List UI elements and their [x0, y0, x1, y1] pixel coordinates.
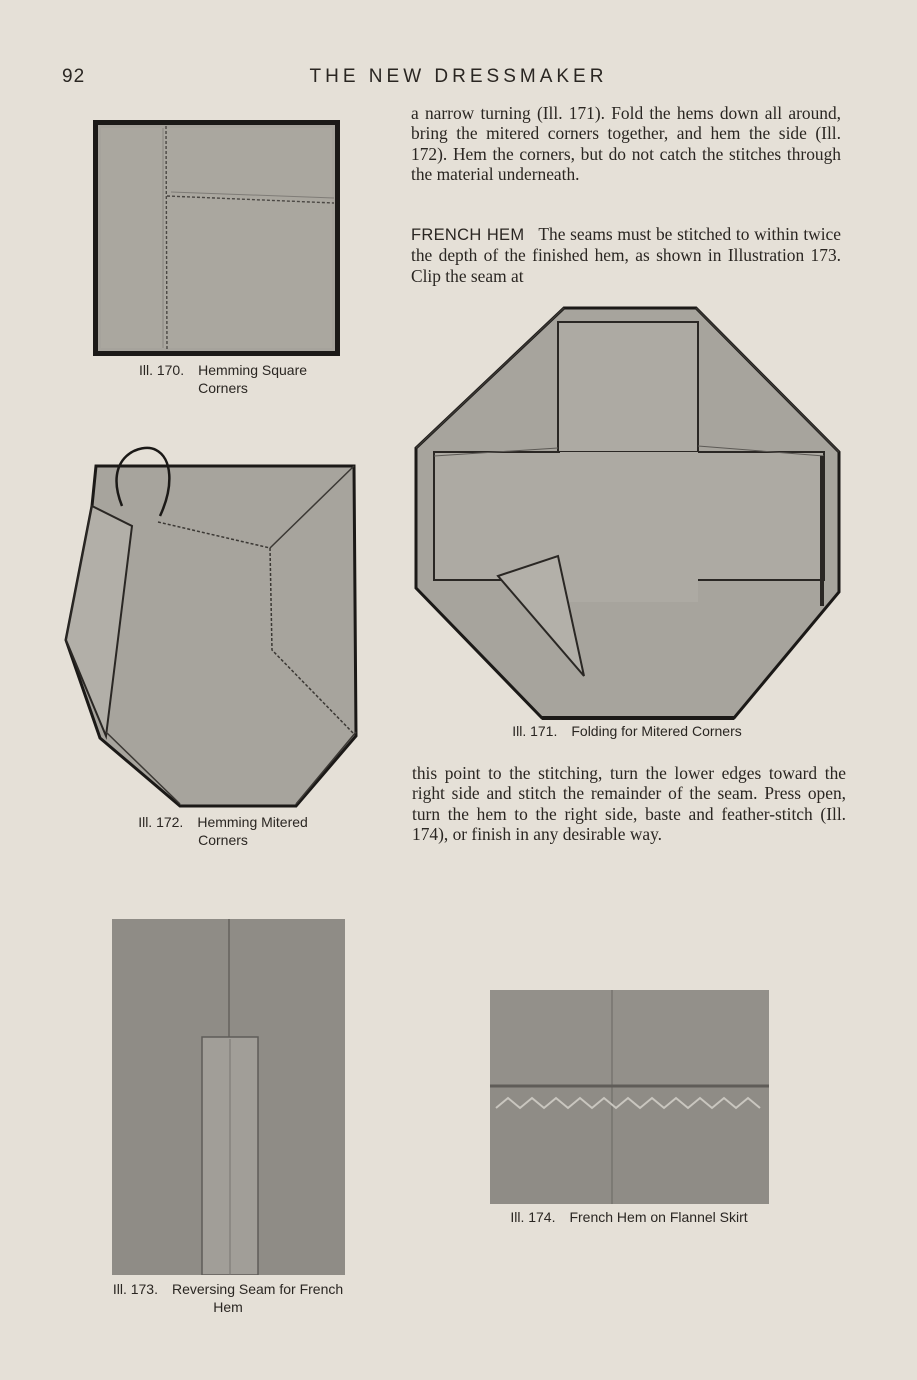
caption-ill-172: [118, 813, 328, 849]
paragraph-1: a narrow turning (Ill. 171). Fold the hems down all around, bring the mitered corners together, and hem the side (Ill. 172). Hem the corners, but do not catch the stitches through the material underneath.: [411, 103, 841, 185]
paragraph-2-text: The seams must be stitched to within twice the depth of the finished hem, as shown in Illustration 173. Clip the seam at: [411, 224, 841, 286]
figure-hemming-mitered-corners-image: [62, 446, 360, 810]
caption-text: Hemming Mitered Corners: [197, 814, 308, 848]
caption-ill-171: [462, 722, 792, 740]
page-number: 92: [62, 66, 86, 87]
paragraph-2: [411, 224, 841, 286]
caption-text: Reversing Seam for French Hem: [171, 1281, 344, 1315]
french-hem-lead-in: FRENCH HEM: [411, 226, 525, 244]
caption-number: Ill. 174.: [510, 1209, 556, 1225]
caption-number: Ill. 171.: [512, 723, 558, 739]
caption-ill-173: [110, 1280, 346, 1316]
paragraph-3: this point to the stitching, turn the lower edges toward the right side and stitch the remainder of the seam. Press open, turn the hem to the right side, baste and feather-stitch (Ill. 174), or finish in any desirable way.: [412, 763, 846, 845]
figure-hemming-square-corners: [91, 118, 342, 358]
figure-french-hem-flannel-image: [490, 990, 769, 1204]
figure-hemming-square-corners-image: [91, 118, 342, 358]
figure-french-hem-flannel: [490, 990, 769, 1204]
caption-text: Hemming Square Corners: [198, 362, 308, 396]
caption-text: French Hem on Flannel Skirt: [569, 1209, 748, 1225]
caption-number: Ill. 172.: [138, 814, 184, 830]
figure-reversing-seam: [112, 919, 345, 1275]
figure-folding-mitered-corners: [414, 306, 842, 720]
caption-number: Ill. 170.: [138, 362, 185, 378]
figure-folding-mitered-corners-image: [414, 306, 842, 720]
caption-number: Ill. 173.: [112, 1281, 158, 1297]
caption-ill-174: [492, 1208, 766, 1226]
caption-text: Folding for Mitered Corners: [571, 723, 742, 739]
figure-hemming-mitered-corners: [62, 446, 360, 810]
caption-ill-170: [118, 361, 328, 397]
running-head: THE NEW DRESSMAKER: [309, 66, 608, 87]
figure-reversing-seam-image: [112, 919, 345, 1275]
